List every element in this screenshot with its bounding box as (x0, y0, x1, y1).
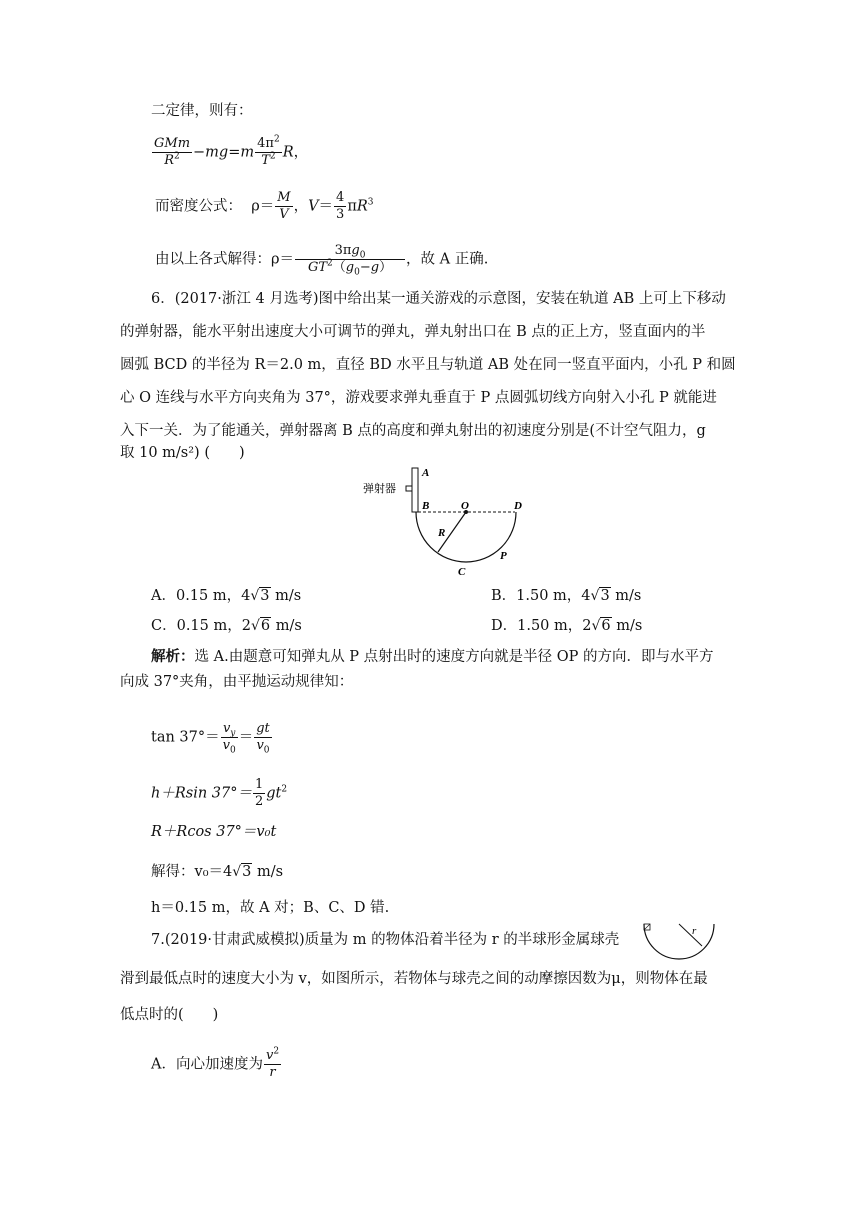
rail-ab (412, 468, 418, 512)
q7-stem-line: 7.(2019·甘肃武威模拟)质量为 m 的物体沿着半径为 r 的半球形金属球壳 (151, 932, 620, 948)
equation-result: 由以上各式解得：ρ＝ $\frac{3\pi g_0}{GT^2(g_0-g)}$ ，故 A 正确. (155, 243, 489, 278)
label-b: B (422, 500, 430, 512)
label-a: A (422, 467, 430, 479)
q6-stem-line: 入下一关．为了能通关，弹射器离 B 点的高度和弹丸射出的初速度分别是(不计空气阻力，g (120, 423, 706, 439)
equation-gravity: $\frac{\text{GMm}}{R^2}$ −mg=m $\frac{4\pi^2}{T^2}$ R， (154, 134, 309, 168)
label-o: O (461, 500, 469, 512)
label-r: R (438, 527, 446, 539)
equation-horizontal: R＋Rcos 37°＝v₀t (151, 824, 277, 840)
fraction: $\frac{4\pi^2}{T^2}$ (257, 134, 280, 168)
label-launcher: 弹射器 (363, 483, 396, 495)
option-d: D．1.50 m，2√6 m/s (491, 618, 643, 634)
label-r: r (692, 925, 697, 937)
equation-density: 而密度公式： ρ＝ $\frac{M}{V}$ ，V＝ $\frac{4}{3}$ $\pi R^3$ (155, 190, 374, 222)
label-c: C (458, 566, 466, 578)
label-d: D (514, 500, 522, 512)
q7-figure (640, 918, 720, 966)
result-velocity: 解得：v₀＝4√3 m/s (151, 864, 284, 880)
option-b: B．1.50 m，4√3 m/s (491, 588, 642, 604)
option-a: A．0.15 m，4√3 m/s (151, 588, 302, 604)
q6-stem-line: 心 O 连线与水平方向夹角为 37°，游戏要求弹丸垂直于 P 点圆弧切线方向射入小孔 P 就能进 (120, 390, 717, 406)
solution-line: 向成 37°夹角，由平抛运动规律知： (120, 674, 354, 690)
q6-stem-line: 圆弧 BCD 的半径为 R＝2.0 m，直径 BD 水平且与轨道 AB 处在同一竖直平面内，小孔 P 和圆 (120, 357, 736, 373)
q6-figure (360, 464, 560, 582)
q6-stem-line: 取 10 m/s²) ( ) (120, 445, 245, 461)
equation-tan: tan 37°＝ $\frac{v_y}{v_0}$ ＝ $\frac{gt}{v_0}$ (151, 721, 270, 756)
hemisphere-shell (644, 924, 714, 959)
q6-stem-line: 6．(2017·浙江 4 月选考)图中给出某一通关游戏的示意图，安装在轨道 AB 上可上下移动 (151, 291, 726, 307)
equation-height: h＋Rsin 37°＝ $\frac{1}{2}$ $gt^2$ (151, 777, 288, 809)
q7-option-a: A．向心加速度为 $\frac{v^2}{r}$ (151, 1046, 280, 1080)
text-line: 二定律，则有： (151, 103, 253, 119)
fraction: $\frac{\text{GMm}}{R^2}$ (154, 136, 191, 168)
launcher-icon (406, 486, 412, 491)
solution-line: 解析：选 A.由题意可知弹丸从 P 点射出时的速度方向就是半径 OP 的方向．即与水平方 (151, 648, 714, 665)
radius-line (679, 924, 702, 946)
q6-stem-line: 的弹射器，能水平射出速度大小可调节的弹丸，弹丸射出口在 B 点的正上方，竖直面内的半 (120, 324, 706, 340)
option-c: C．0.15 m，2√6 m/s (151, 618, 302, 634)
q7-stem-line: 低点时的( ) (120, 1007, 219, 1023)
q7-stem-line: 滑到最低点时的速度大小为 v，如图所示，若物体与球壳之间的动摩擦因数为μ，则物体在最 (120, 971, 708, 987)
result-height: h＝0.15 m，故 A 对；B、C、D 错. (151, 900, 390, 916)
label-p: P (500, 550, 507, 562)
